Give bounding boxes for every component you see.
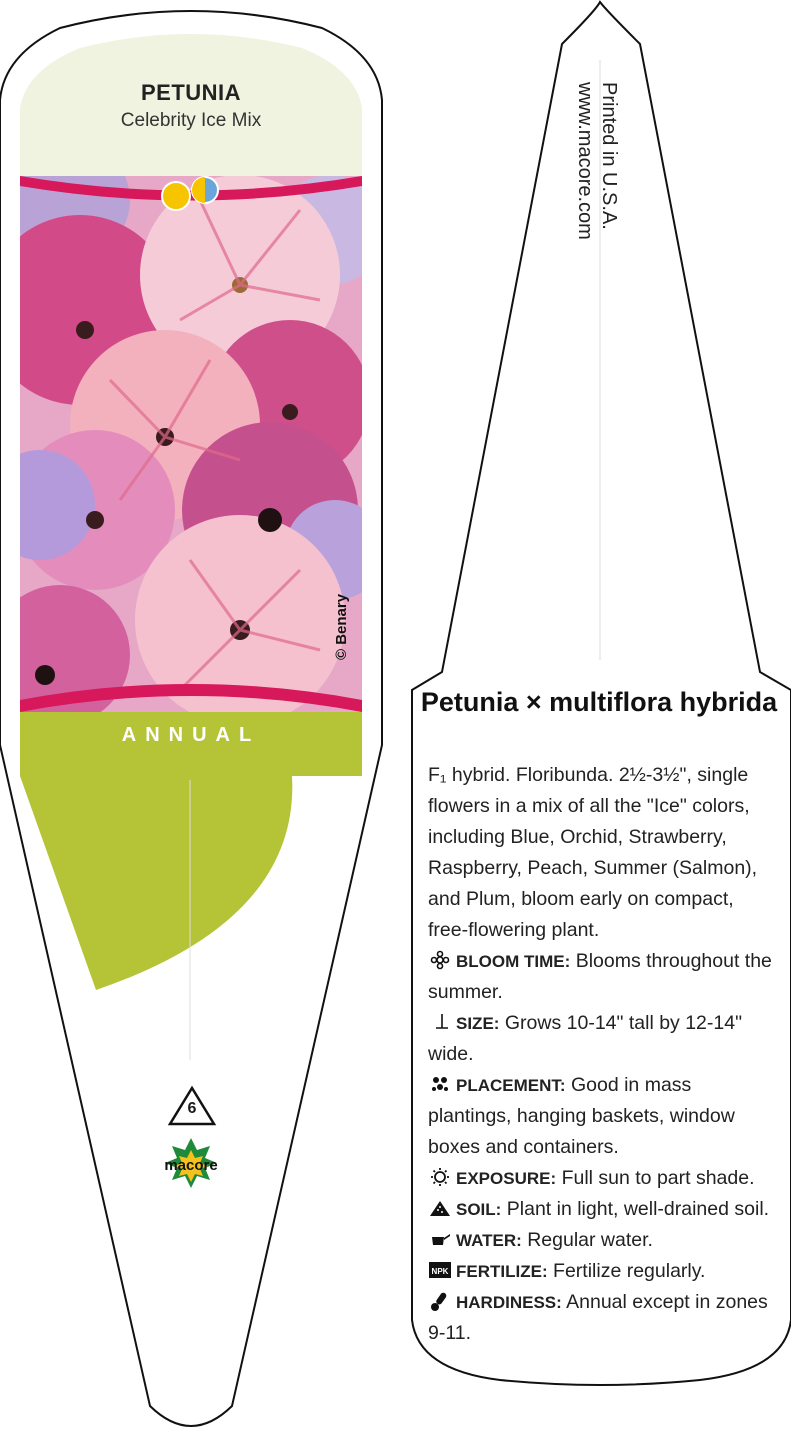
bloom-time-row (428, 946, 778, 1008)
size-icon (428, 1012, 452, 1032)
fertilize-text: Fertilize regularly. (553, 1260, 706, 1282)
plant-category: ANNUAL (121, 724, 261, 746)
thermometer-icon (428, 1291, 452, 1311)
printed-in: Printed in U.S.A. (598, 82, 620, 230)
soil-row (428, 1194, 778, 1225)
petunia-photo (0, 140, 385, 725)
plant-name: PETUNIA (140, 80, 242, 105)
placement-row (428, 1070, 778, 1163)
care-description (428, 760, 778, 1349)
variety-name: Celebrity Ice Mix (120, 110, 262, 131)
website: www.macore.com (574, 82, 596, 240)
hardiness-row (428, 1287, 778, 1349)
svg-text:NPK: NPK (431, 1267, 449, 1276)
soil-label: SOIL: (456, 1200, 502, 1219)
soil-icon (428, 1198, 452, 1218)
placement-label: PLACEMENT: (456, 1076, 566, 1095)
exposure-row (428, 1163, 778, 1194)
size-text: Grows 10-14" tall by 12-14" wide. (428, 1012, 742, 1065)
npk-icon (428, 1260, 452, 1280)
water-icon (428, 1229, 452, 1249)
photo-credit: © Benary (333, 593, 350, 660)
brand-name: macore (164, 1157, 218, 1174)
exposure-text: Full sun to part shade. (561, 1167, 755, 1189)
soil-text: Plant in light, well-drained soil. (506, 1198, 770, 1220)
flower-icon (428, 950, 452, 970)
exposure-label: EXPOSURE: (456, 1169, 557, 1188)
fertilize-row (428, 1256, 778, 1287)
hardiness-label: HARDINESS: (456, 1293, 562, 1312)
water-label: WATER: (456, 1231, 522, 1250)
bloom-time-text: Blooms throughout the summer. (428, 950, 772, 1003)
size-label: SIZE: (456, 1014, 500, 1033)
scientific-name: Petunia × multiflora hybrida (420, 687, 778, 717)
bloom-time-label: BLOOM TIME: (456, 952, 571, 971)
water-text: Regular water. (527, 1229, 653, 1251)
exposure-icon (428, 1167, 452, 1187)
size-row (428, 1008, 778, 1070)
water-row (428, 1225, 778, 1256)
fertilize-label: FERTILIZE: (456, 1262, 548, 1281)
description-text: F₁ hybrid. Floribunda. 2½-3½", single flowers in a mix of all the "Ice" colors, including Blue, Orchid, Strawberry, Raspberry, Peach, Summer (Salmon), and Plum, bloom early on compact, free-flowering plant. (428, 764, 758, 941)
recycle-code: 6 (187, 1100, 197, 1117)
hardiness-text: Annual except in zones 9-11. (428, 1291, 768, 1344)
placement-text: Good in mass plantings, hanging baskets, window boxes and containers. (428, 1074, 735, 1158)
placement-icon (428, 1074, 452, 1094)
